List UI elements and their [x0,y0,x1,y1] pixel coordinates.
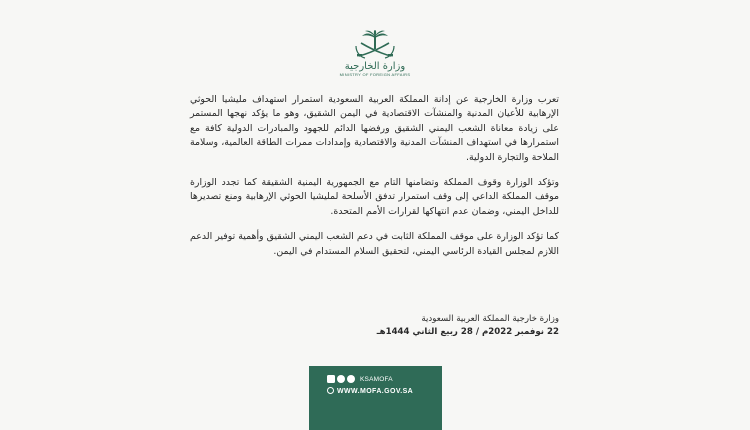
social-handle: KSAMOFA [360,375,393,383]
statement-paragraph-3: كما تؤكد الوزارة على موقف المملكة الثابت في دعم الشعب اليمني الشقيق وأهمية توفير الدعم اللازم لمجلس القيادة الرئاسي اليمني، لتحقيق السلام المستدام في اليمن. [190,231,559,257]
signature-block [190,313,559,339]
statement-body [190,93,559,270]
globe-icon [327,387,334,394]
statement-paragraph-2: وتؤكد الوزارة وقوف المملكة وتضامنها التام مع الجمهورية اليمنية الشقيقة كما تجدد الوزارة موقف المملكة الداعي إلى وقف استمرار تدفق الأسلحة لمليشيا الحوثي الإرهابية ومنع تصديرها للداخل اليمني، وضمان عدم انتهاكها لقرارات الأمم المتحدة. [190,177,559,217]
website-url: WWW.MOFA.GOV.SA [337,388,414,395]
ministry-logo [322,30,428,80]
social-links [327,374,393,384]
statement-paragraph-1: تعرب وزارة الخارجية عن إدانة المملكة العربية السعودية استمرار استهداف مليشيا الحوثي الإرهابية للأعيان المدنية والمنشآت الاقتصادية في اليمن الشقيق، وهو ما يؤكد نهجها المستمر على زيادة معاناة الشعب اليمني الشقيق ورفضها الدائم للجهود والمبادرات الدولية كافة مع استمرارها في استهداف المنشآت المدنية والاقتصادية وإمدادات ممرات الطاقة العالمية، وسلامة الملاحة والتجارة الدولية. [190,94,559,163]
twitter-icon[interactable] [347,375,355,383]
palm-swords-emblem-icon [353,30,397,60]
youtube-icon[interactable] [337,375,345,383]
instagram-icon[interactable] [327,375,335,383]
ministry-name-arabic: وزارة الخارجية [344,61,406,72]
footer-box [309,366,442,430]
website-link[interactable] [327,387,413,395]
signature-line: وزارة خارجية المملكة العربية السعودية [421,314,559,324]
statement-date: 22 نوفمبر 2022م / 28 ربيع الثاني 1444هـ [376,327,559,337]
ministry-name-english: MINISTRY OF FOREIGN AFFAIRS [339,72,411,77]
